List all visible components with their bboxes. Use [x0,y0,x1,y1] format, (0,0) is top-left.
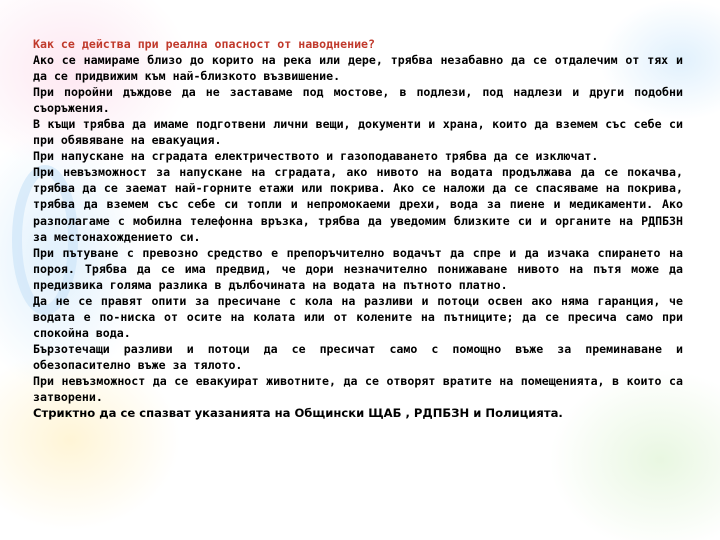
text-body [33,36,683,421]
paragraph-cannot-leave: При невъзможност за напускане на сградата, ако нивото на водата продължава да се покачва, трябва да се заемат най-горните етажи или покрива. Ако се наложи да се спасяваме на покрива, трябва да вземем със себе си топли и непромокаеми дрехи, вода за пиене и медикаменти. Ако разполагаме с мобилна телефонна връзка, трябва да уведомим близките си и органите на РДПБЗН за местонахождението си. [33,165,683,244]
paragraph-heavy-rain: При поройни дъждове да не заставаме под мостове, в подлези, под надлези и други подобни съоръжения. [33,85,683,116]
paragraph-fast-streams: Бързотечащи разливи и потоци да се пресичат само с помощно въже за преминаване и обезопасително въже за тялото. [33,341,683,372]
paragraph-car-crossing: Да не се правят опити за пресичане с кола на разливи и потоци освен ако няма гаранция, че водата е по-ниска от осите на колата или от колените на пътниците; да се пресича само при спокойна вода. [33,293,683,340]
paragraph-leaving-building: При напускане на сградата електричеството и газоподаването трябва да се изключат. [33,149,599,164]
paragraph-vehicle-travel: При пътуване с превозно средство е препоръчително водачът да спре и да изчака спирането на пороя. Трябва да се има предвид, че дори незначително понижаване нивото на пътя може да предизвика голяма разлика в дълбочината на водата на пътното платно. [33,245,683,292]
paragraph-instructions: Стриктно да се спазват указанията на Общински ЩАБ , РДПБЗН и Полицията. [33,406,563,421]
paragraph-river: Ако се намираме близо до корито на река или дере, трябва незабавно да се отдалечим от тях и да се придвижим към най-близкото възвишение. [33,53,683,84]
paragraph-animals: При невъзможност да се евакуират животните, да се отворят вратите на помещенията, в които са затворени. [33,373,683,405]
paragraph-home-prep: В къщи трябва да имаме подготвени лични вещи, документи и храна, които да вземем със себе си при обявяване на евакуация. [33,117,683,148]
heading-question: Как се действа при реална опасност от наводнение? [33,37,376,51]
